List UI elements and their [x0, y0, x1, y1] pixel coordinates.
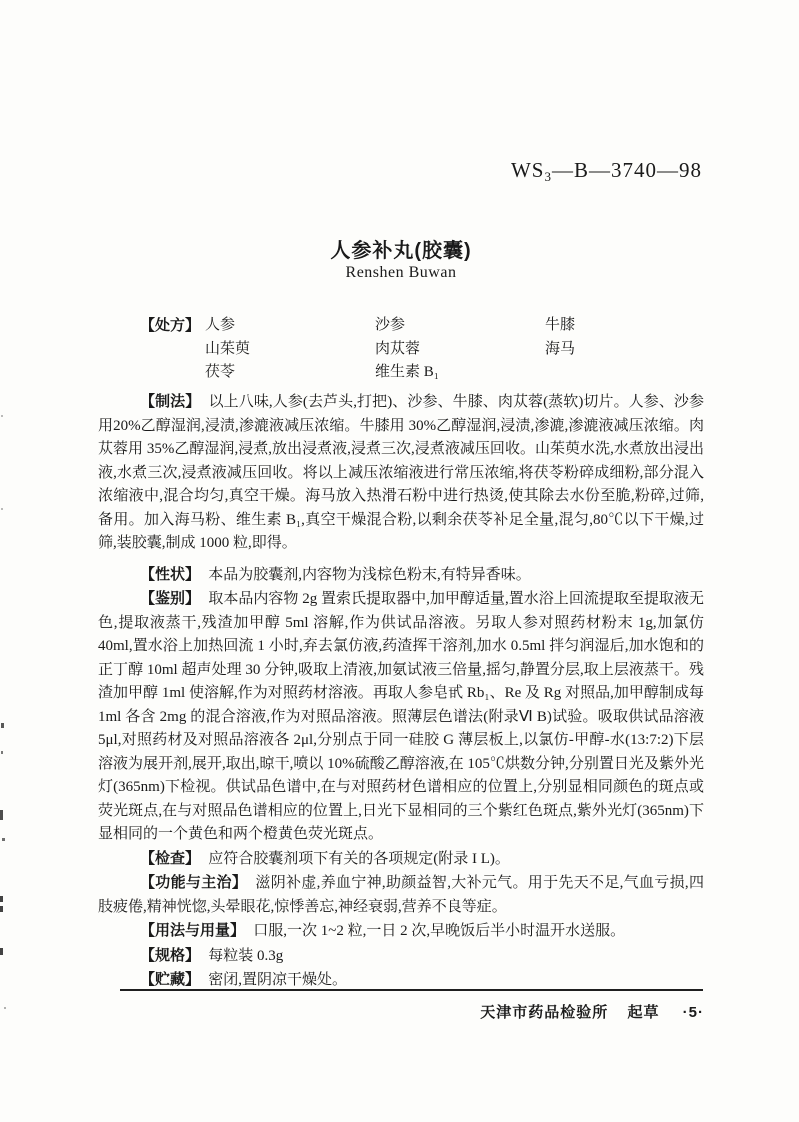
standard-number [511, 158, 702, 185]
ingredient [545, 361, 704, 385]
pinyin-title: Renshen Buwan [345, 264, 457, 281]
footer-drafter-role: 起草 [627, 1004, 660, 1021]
prescription-label: 【处方】 [140, 317, 201, 334]
prescription-section [98, 308, 704, 390]
section-specification [98, 944, 704, 969]
scan-artifact [0, 896, 3, 902]
ingredient: 牛膝 [545, 317, 576, 333]
scan-artifact [1, 415, 3, 417]
scan-artifact [4, 1007, 6, 1009]
scan-artifact [1, 751, 3, 754]
ingredient: 肉苁蓉 [375, 340, 421, 357]
section-preparation-label: 【制法】 [140, 393, 201, 410]
scan-artifact [1, 508, 3, 510]
standard-number-suffix: —B—3740—98 [551, 158, 702, 182]
page-title: 人参补丸(胶囊) [330, 240, 472, 262]
scan-artifact [0, 810, 3, 820]
section-functions-indications [98, 871, 704, 919]
footer-page-number: ·5· [682, 1004, 704, 1021]
section-specification-text: 每粒装 0.3g [208, 947, 284, 964]
section-functions-indications-text: 滋阴补虚,养血宁神,助颜益智,大补元气。用于先天不足,气血亏损,四肢疲倦,精神恍惚,头晕眼花,惊悸善忘,神经衰弱,营养不良等症。 [98, 875, 704, 915]
section-identification-text: 取本品内容物 2g 置索氏提取器中,加甲醇适量,置水浴上回流提取至提取液无色,提取液蒸干,残渣加甲醇 5ml 溶解,作为供试品溶液。另取人参对照药材粉末 1g,加氯仿 40ml,置水浴上加热回流 1 小时,弃去氯仿液,药渣挥干溶剂,加水 0.5ml 拌匀润湿后,加水饱和的正丁醇 10ml 超声处理 30 分钟,吸取上清液,加氨试液三倍量,摇匀,静置分层,取上层液蒸干。残渣加甲醇 1ml 使溶解,作为对照药材溶液。再取人参皂甙 Rb₁、Re 及 Rg 对照品,加甲醇制成每 1ml 各含 2mg 的混合溶液,作为对照品溶液。照薄层色谱法(附录Ⅵ B)试验。吸取供试品溶液 5μl,对照药材及对照品溶液各 2μl,分别点于同一硅胶 G 薄层板上,以氯仿-甲醇-水(13:7:2)下层溶液为展开剂,展开,取出,晾干,喷以 10%硫酸乙醇溶液,在 105℃烘数分钟,分别置日光及紫外光灯(365nm)下检视。供试品色谱中,在与对照药材色谱相应的位置上,分别显相同颜色的斑点或荧光斑点,在与对照品色谱相应的位置上,日光下显相同的三个紫红色斑点,紫外光灯(365nm)下显相同的一个黄色和两个橙黄色荧光斑点。 [98, 591, 704, 842]
section-description-text: 本品为胶囊剂,内容物为浅棕色粉末,有特异香味。 [208, 566, 531, 583]
section-usage-dosage-label: 【用法与用量】 [140, 922, 246, 939]
footer-drafter: 天津市药品检验所 [480, 1004, 609, 1021]
scan-artifact [2, 838, 5, 841]
ingredient: 沙参 [375, 317, 406, 333]
standard-number-subscript: 3 [544, 169, 552, 184]
section-description-label: 【性状】 [140, 565, 201, 583]
section-usage-dosage-text: 口服,一次 1~2 粒,一日 2 次,早晚饭后半小时温开水送服。 [253, 923, 626, 939]
section-identification-label: 【鉴别】 [140, 590, 201, 607]
section-functions-indications-label: 【功能与主治】 [140, 874, 248, 891]
section-preparation-text: 以上八味,人参(去芦头,打把)、沙参、牛膝、肉苁蓉(蒸软)切片。人参、沙参用20%乙醇湿润,浸渍,渗漉液减压浓缩。牛膝用 30%乙醇湿润,浸渍,渗漉,渗漉液减压浓缩。肉苁蓉用 35%乙醇湿润,浸煮,放出浸煮液,浸煮三次,浸煮液减压回收。山茱萸水洗,水煮放出浸出液,水煮三次,浸煮液减压回收。将以上减压浓缩液进行常压浓缩,将茯苓粉碎成细粉,部分混入浓缩液中,混合均匀,真空干燥。海马放入热滑石粉中进行热烫,使其除去水份至脆,粉碎,过筛,备用。加入海马粉、维生素 B₁,真空干燥混合粉,以剩余茯苓补足全量,混匀,80℃以下干燥,过筛,装胶囊,制成 1000 粒,即得。 [98, 394, 704, 551]
ingredient: 人参 [205, 317, 236, 333]
section-preparation [98, 390, 704, 556]
ingredient: 海马 [545, 340, 576, 357]
ingredient: 山茱萸 [205, 340, 251, 357]
section-examination-text: 应符合胶囊剂项下有关的各项规定(附录 I L)。 [208, 850, 510, 867]
footer-divider [120, 989, 703, 991]
section-identification [98, 587, 704, 847]
section-usage-dosage [98, 919, 704, 944]
section-storage-text: 密闭,置阴凉干燥处。 [208, 972, 348, 988]
section-examination [98, 847, 704, 872]
scan-artifact [1, 723, 4, 728]
ingredient: 维生素 B₁ [375, 364, 439, 380]
scan-artifact [0, 948, 3, 955]
page-footer [98, 1001, 704, 1022]
section-specification-label: 【规格】 [140, 946, 201, 964]
section-description [98, 563, 704, 588]
scan-artifact [0, 906, 3, 912]
prescription-ingredient-grid [205, 314, 704, 385]
ingredient: 茯苓 [205, 364, 236, 380]
section-storage-label: 【贮藏】 [140, 971, 201, 988]
monograph-body [98, 308, 704, 993]
standard-number-prefix: WS [510, 158, 545, 182]
section-examination-label: 【检查】 [140, 849, 201, 867]
